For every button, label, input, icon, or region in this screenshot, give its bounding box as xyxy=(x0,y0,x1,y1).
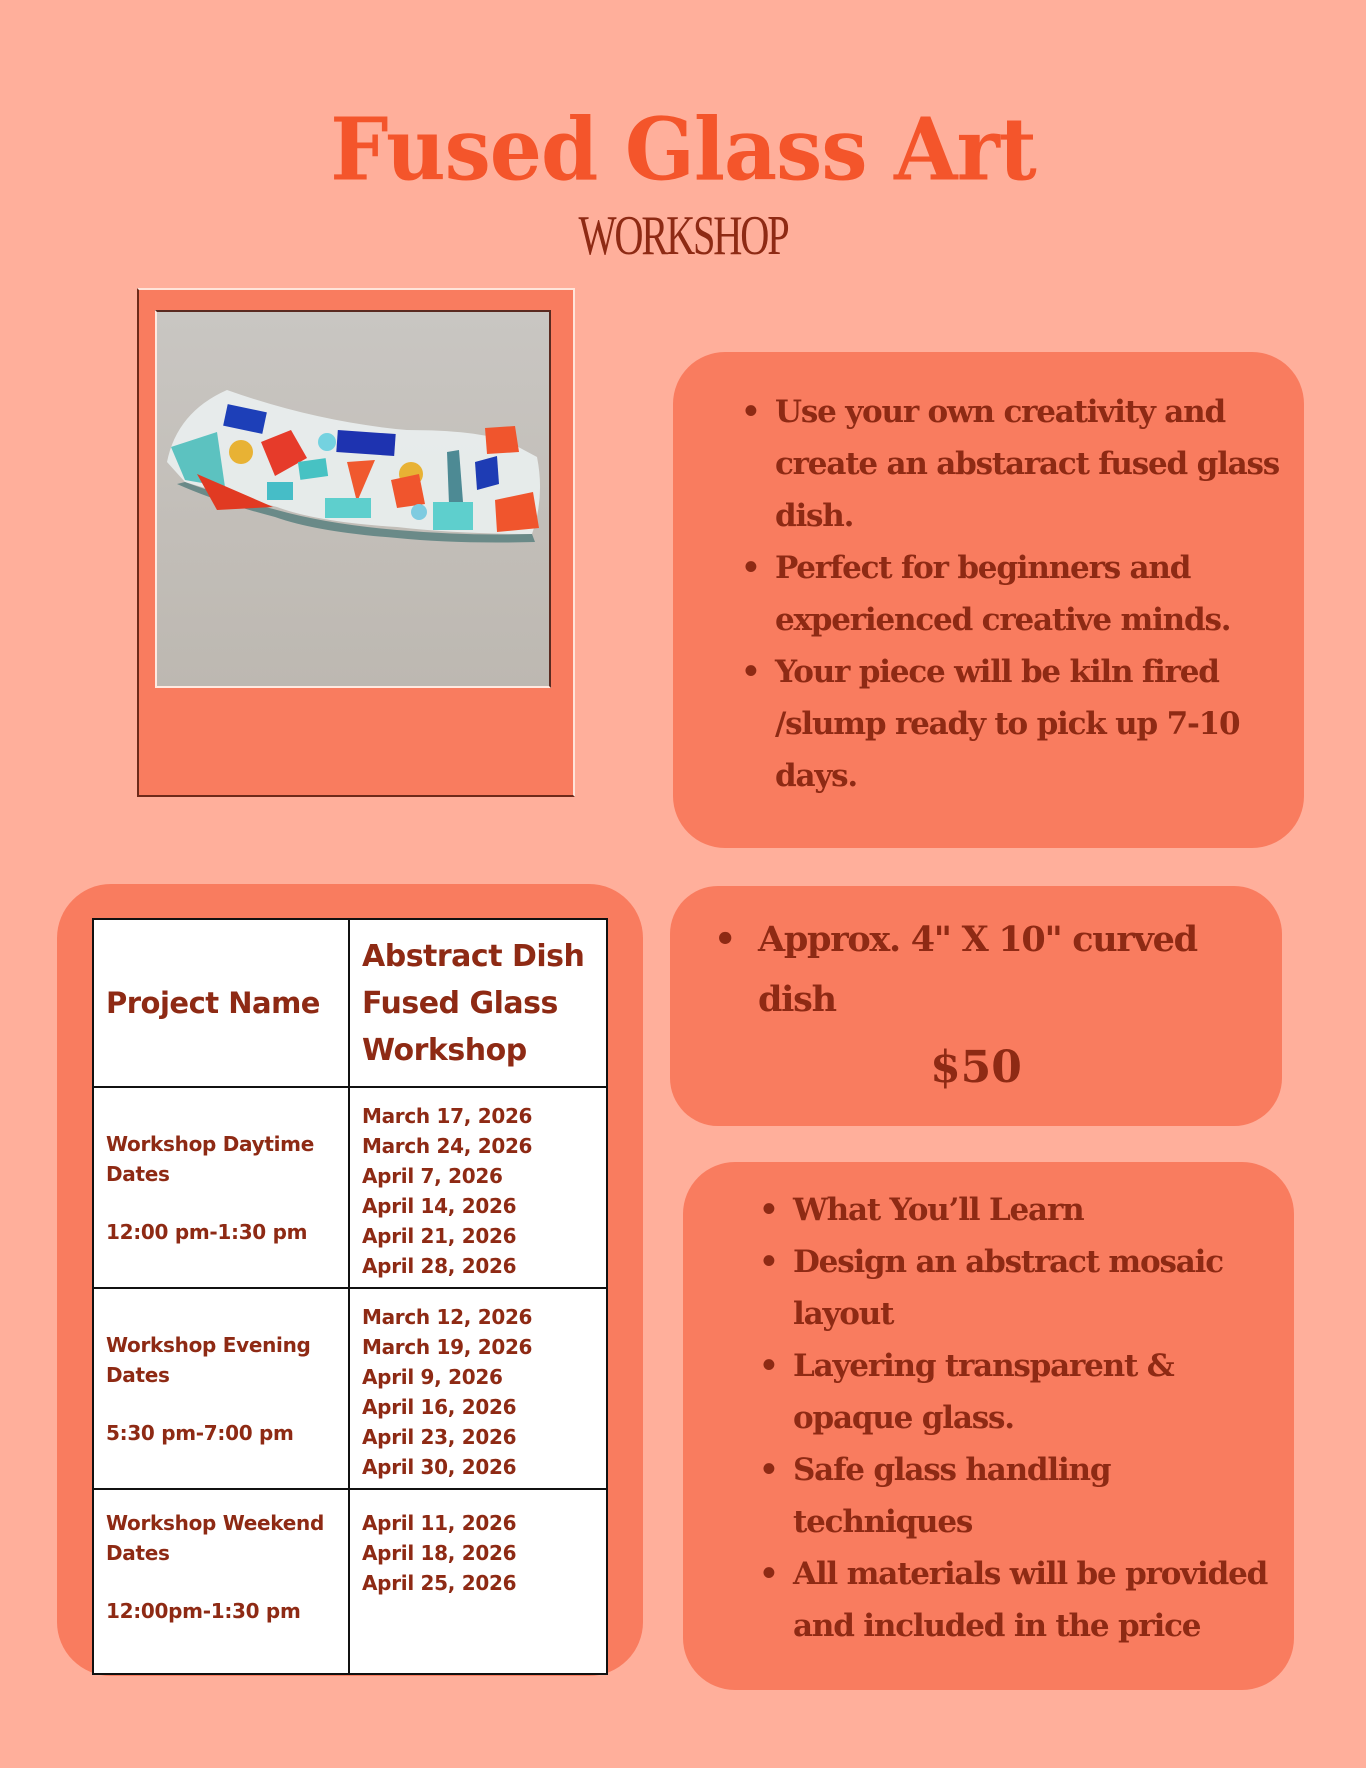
session-date: April 9, 2026 xyxy=(362,1364,503,1389)
learn-panel xyxy=(683,1162,1294,1690)
session-time: 12:00pm-1:30 pm xyxy=(106,1599,301,1623)
session-date: April 23, 2026 xyxy=(362,1424,517,1449)
learn-item: • What You’ll Learn xyxy=(793,1184,1273,1236)
dish-size-item: • Approx. 4" X 10" curved dish xyxy=(758,910,1258,1030)
learn-item: • Safe glass handling techniques xyxy=(793,1444,1273,1548)
learn-item: • Layering transparent & opaque glass. xyxy=(793,1340,1273,1444)
session-date: April 11, 2026 xyxy=(362,1511,517,1535)
feature-item: • Your piece will be kiln fired /slump ready to pick up 7-10 days. xyxy=(775,646,1295,802)
session-label: Workshop Weekend Dates xyxy=(106,1511,324,1565)
session-date: April 14, 2026 xyxy=(362,1193,517,1218)
learn-item: • All materials will be provided and included in the price xyxy=(793,1548,1273,1652)
table-header-row xyxy=(93,919,607,1087)
project-name-value: Abstract Dish Fused Glass Workshop xyxy=(349,919,607,1087)
glass-dish-image xyxy=(157,312,549,686)
session-time: 12:00 pm-1:30 pm xyxy=(106,1219,308,1244)
photo-frame xyxy=(137,288,575,797)
features-list xyxy=(775,386,1295,802)
session-label: Workshop Daytime Dates xyxy=(106,1131,314,1186)
session-date: April 7, 2026 xyxy=(362,1163,503,1188)
session-date: April 30, 2026 xyxy=(362,1454,517,1479)
table-row xyxy=(93,1288,607,1489)
session-date: March 17, 2026 xyxy=(362,1103,533,1128)
page-title: Fused Glass Art xyxy=(330,99,1036,201)
table-row xyxy=(93,1087,607,1288)
features-panel xyxy=(673,352,1304,848)
session-date: March 19, 2026 xyxy=(362,1334,533,1359)
pricing-panel xyxy=(670,886,1282,1126)
session-date: April 18, 2026 xyxy=(362,1541,517,1565)
page-subtitle: WORKSHOP xyxy=(578,205,788,267)
session-date: March 24, 2026 xyxy=(362,1133,533,1158)
price-label: $50 xyxy=(930,1042,1022,1093)
learn-list xyxy=(793,1184,1273,1652)
learn-item: • Design an abstract mosaic layout xyxy=(793,1236,1273,1340)
glass-dish-photo xyxy=(155,310,551,688)
session-date: April 21, 2026 xyxy=(362,1223,517,1248)
pricing-list xyxy=(758,910,1258,1030)
table-row xyxy=(93,1489,607,1674)
session-date: April 28, 2026 xyxy=(362,1253,517,1278)
session-time: 5:30 pm-7:00 pm xyxy=(106,1420,294,1445)
feature-item: • Perfect for beginners and experienced creative minds. xyxy=(775,542,1295,646)
schedule-table xyxy=(92,918,608,1675)
schedule-panel xyxy=(57,884,643,1676)
session-date: April 25, 2026 xyxy=(362,1571,517,1595)
session-label: Workshop Evening Dates xyxy=(106,1332,311,1387)
project-name-label: Project Name xyxy=(93,919,349,1087)
session-date: March 12, 2026 xyxy=(362,1304,533,1329)
feature-item: • Use your own creativity and create an abstaract fused glass dish. xyxy=(775,386,1295,542)
session-date: April 16, 2026 xyxy=(362,1394,517,1419)
